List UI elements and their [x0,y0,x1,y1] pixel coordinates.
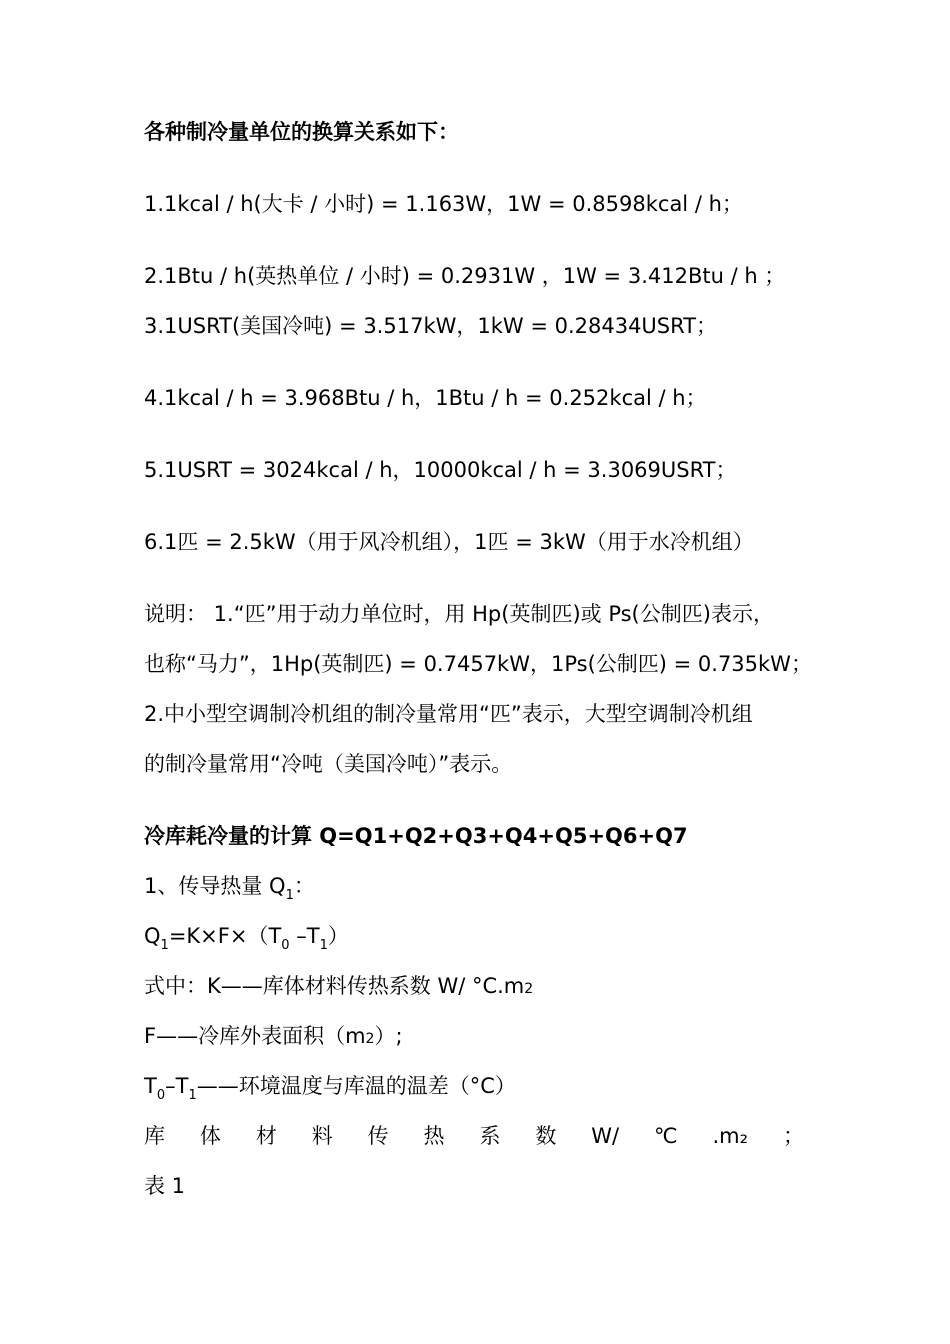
conversion-line-6: 6.1匹 = 2.5kW（用于风冷机组），1匹 = 3kW（用于水冷机组） [144,530,754,554]
table-label: 表 1 [144,1174,186,1198]
k-definition: 式中：K——库体材料传热系数 W/ °C.m2 [144,974,534,998]
note-line-1: 说明： 1.“匹”用于动力单位时，用 Hp(英制匹)或 Ps(公制匹)表示， [144,602,774,626]
t-definition: $T_0-T_1——$环境温度与库温的温差（°C） [144,1074,516,1103]
f-definition: F——冷库外表面积（m2）; [144,1024,403,1048]
heading-cold-storage-calc: 冷库耗冷量的计算 Q=Q1+Q2+Q3+Q4+Q5+Q6+Q7 [144,824,688,848]
heading-unit-conversion: 各种制冷量单位的换算关系如下： [144,120,459,144]
note-line-4: 的制冷量常用“冷吨（美国冷吨）”表示。 [144,752,513,776]
conversion-line-5: 5.1USRT = 3024kcal / h，10000kcal / h = 3.3069USRT； [144,458,737,482]
note-line-3: 2.中小型空调制冷机组的制冷量常用“匹”表示，大型空调制冷机组 [144,702,753,726]
conduction-heat-item: 1、传导热量 $Q_1$： [144,874,315,903]
conversion-line-2: 2.1Btu / h(英热单位 / 小时) = 0.2931W ，1W = 3.412Btu / h ； [144,264,786,288]
conduction-formula: $Q_1=K\times F\times(T_0$ $-T_1$） [144,924,349,953]
justified-coefficient-line: 库 体 材 料 传 热 系 数 W/ ℃ .m₂ ； [144,1124,804,1148]
conversion-line-1: 1.1kcal / h(大卡 / 小时) = 1.163W，1W = 0.8598kcal / h； [144,192,743,216]
conversion-line-3: 3.1USRT(美国冷吨) = 3.517kW，1kW = 0.28434USRT； [144,314,718,338]
conversion-line-4: 4.1kcal / h = 3.968Btu / h，1Btu / h = 0.252kcal / h； [144,386,707,410]
note-line-2: 也称“马力”，1Hp(英制匹) = 0.7457kW，1Ps(公制匹) = 0.735kW； [144,652,812,676]
